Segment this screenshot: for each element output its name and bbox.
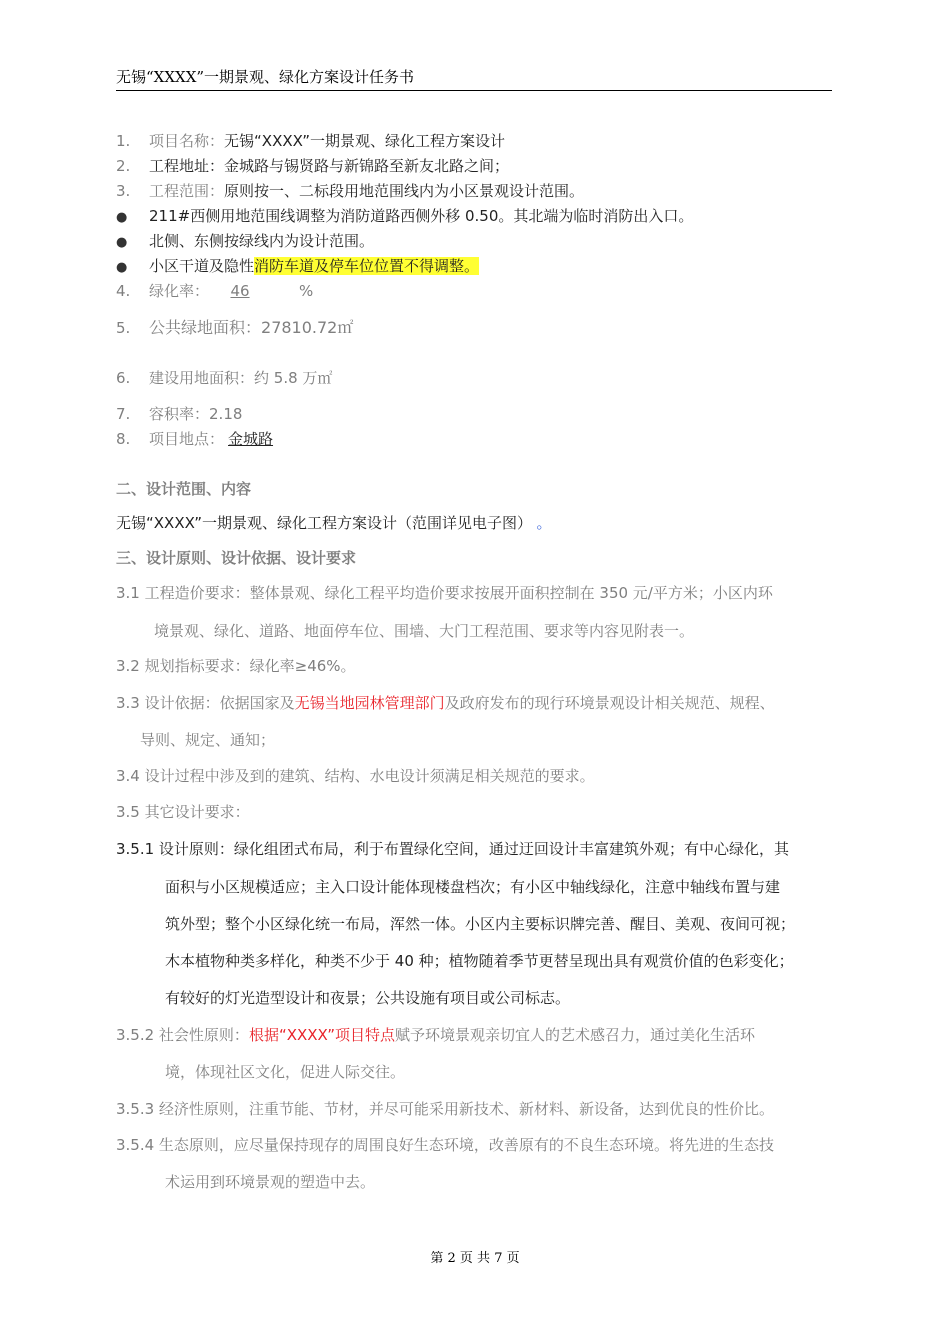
bullet-icon: ● <box>116 235 128 250</box>
item-number: 6. <box>116 369 131 387</box>
item-unit: % <box>299 282 314 300</box>
item-number: 2. <box>116 157 131 175</box>
item-project-name <box>116 130 505 151</box>
p351-line5: 有较好的灯光造型设计和夜景；公共设施有项目或公司标志。 <box>165 989 571 1007</box>
section2-heading: 二、设计范围、内容 <box>116 480 252 498</box>
bullet-text: 北侧、东侧按绿线内为设计范围。 <box>149 232 375 250</box>
item-label: 工程范围： <box>149 182 225 200</box>
p354-line2: 术运用到环境景观的塑造中去。 <box>165 1173 376 1191</box>
item-green-rate <box>116 280 313 301</box>
item-number: 1. <box>116 132 131 150</box>
item-value: 2.18 <box>209 405 243 423</box>
bullet-icon: ● <box>116 210 128 225</box>
p352-red: 根据“XXXX”项目特点 <box>248 1026 395 1044</box>
page-header: 无锡“XXXX”一期景观、绿化方案设计任务书 <box>116 68 415 86</box>
bullet-icon: ● <box>116 260 128 275</box>
p32: 3.2 规划指标要求：绿化率≥46%。 <box>116 657 356 675</box>
p354-line1: 3.5.4 生态原则，应尽量保持现存的周围良好生态环境，改善原有的不良生态环境。将先进的生态技 <box>116 1136 774 1154</box>
item-label: 项目地点： <box>149 430 225 448</box>
item-plot-ratio <box>116 403 242 424</box>
p352-pre: 3.5.2 社会性原则： <box>116 1026 249 1044</box>
item-number: 4. <box>116 282 131 300</box>
highlighted-text: 消防车道及停车位位置不得调整。 <box>254 257 480 275</box>
item-value: 27810.72㎡ <box>261 318 354 337</box>
p33-post: 及政府发布的现行环境景观设计相关规范、规程、 <box>444 694 775 712</box>
item-value: 原则按一、二标段用地范围线内为小区景观设计范围。 <box>224 182 585 200</box>
header-rule <box>116 90 832 91</box>
p352-line1 <box>116 1024 755 1045</box>
p351-line3: 筑外型；整个小区绿化统一布局，浑然一体。小区内主要标识牌完善、醒目、美观、夜间可视； <box>165 915 796 933</box>
p351-line1: 3.5.1 设计原则：绿化组团式布局，利于布置绿化空间，通过迂回设计丰富建筑外观；有中心绿化，其 <box>116 840 789 858</box>
bullet-text: 211#西侧用地范围线调整为消防道路西侧外移 0.50。其北端为临时消防出入口。 <box>149 207 694 225</box>
page-footer: 第 2 页 共 7 页 <box>430 1251 520 1266</box>
item-public-green-area <box>116 315 353 338</box>
item-number: 8. <box>116 430 131 448</box>
item-label: 容积率： <box>149 405 210 423</box>
item-number: 5. <box>116 319 131 337</box>
bullet-text: 小区干道及隐性 <box>149 257 255 275</box>
item-label: 建设用地面积： <box>149 369 255 387</box>
item-number: 3. <box>116 182 131 200</box>
bullet-item-1 <box>116 205 693 226</box>
bullet-item-2 <box>116 230 374 251</box>
p31-line1: 3.1 工程造价要求：整体景观、绿化工程平均造价要求按展开面积控制在 350 元/平方米；小区内环 <box>116 584 773 602</box>
p33-pre: 3.3 设计依据：依据国家及 <box>116 694 295 712</box>
section2-tail: 。 <box>536 514 552 532</box>
p33-line1 <box>116 692 775 713</box>
p33-red: 无锡当地园林管理部门 <box>294 694 445 712</box>
item-location <box>116 428 287 449</box>
item-value: 约 5.8 万㎡ <box>254 369 333 387</box>
p35: 3.5 其它设计要求： <box>116 803 250 821</box>
p31-line2: 境景观、绿化、道路、地面停车位、围墙、大门工程范围、要求等内容见附表一。 <box>154 622 695 640</box>
item-address <box>116 155 509 176</box>
p352-post: 赋予环境景观亲切宜人的艺术感召力，通过美化生活环 <box>394 1026 755 1044</box>
bullet-item-3 <box>116 255 479 276</box>
item-label: 项目名称： <box>149 132 225 150</box>
item-value: 金城路 <box>228 430 274 448</box>
item-label: 工程地址： <box>149 157 225 175</box>
section2-body <box>116 512 552 533</box>
item-land-area <box>116 367 332 388</box>
p353: 3.5.3 经济性原则，注重节能、节材，并尽可能采用新技术、新材料、新设备，达到优良的性价比。 <box>116 1100 774 1118</box>
p351-line2: 面积与小区规模适应；主入口设计能体现楼盘档次；有小区中轴线绿化，注意中轴线布置与建 <box>165 878 781 896</box>
p33-line2: 导则、规定、通知； <box>140 731 276 749</box>
item-number: 7. <box>116 405 131 423</box>
item-label: 公共绿地面积： <box>149 318 262 337</box>
item-value: 金城路与锡贤路与新锦路至新友北路之间； <box>224 157 510 175</box>
section3-heading: 三、设计原则、设计依据、设计要求 <box>116 549 357 567</box>
p34: 3.4 设计过程中涉及到的建筑、结构、水电设计须满足相关规范的要求。 <box>116 767 595 785</box>
p352-line2: 境，体现社区文化，促进人际交往。 <box>165 1063 406 1081</box>
item-value: 无锡“XXXX”一期景观、绿化工程方案设计 <box>224 132 506 150</box>
item-label: 绿化率： <box>149 282 210 300</box>
p351-line4: 木本植物种类多样化，种类不少于 40 种；植物随着季节更替呈现出具有观赏价值的色彩变化； <box>165 952 794 970</box>
item-scope <box>116 180 584 201</box>
section2-text: 无锡“XXXX”一期景观、绿化工程方案设计（范围详见电子图） <box>116 514 525 532</box>
item-value: 46 <box>230 282 250 300</box>
